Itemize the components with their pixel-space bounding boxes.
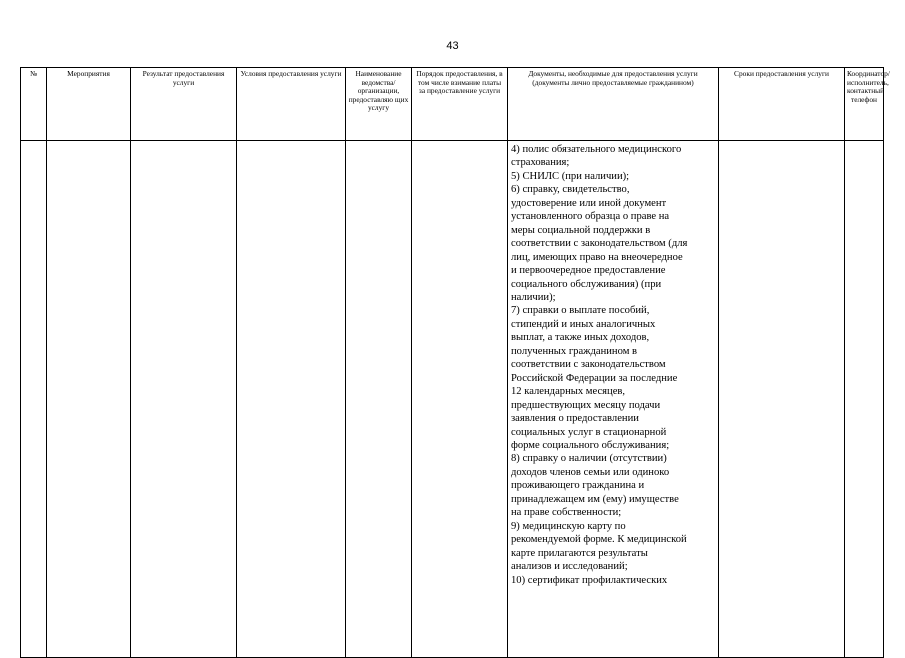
cell-deadlines	[719, 141, 845, 658]
cell-activities	[47, 141, 131, 658]
document-line: доходов членов семьи или одиноко	[511, 466, 670, 478]
document-line: 4) полис обязательного медицинского	[511, 144, 682, 155]
document-line: 10) сертификат профилактических	[511, 574, 668, 586]
document-line: 12 календарных месяцев,	[511, 386, 626, 398]
header-number: №	[21, 68, 47, 141]
document-line: Российской Федерации за последние	[511, 372, 678, 384]
document-line: заявления о предоставлении	[511, 413, 639, 425]
cell-documents	[508, 141, 719, 658]
documents-text	[508, 141, 718, 587]
header-deadlines: Сроки предоставления услуги	[719, 68, 845, 141]
header-coordinator: Координатор/ исполнитель, контактный телефон	[845, 68, 884, 141]
document-line: полученных гражданином в	[511, 345, 638, 357]
document-line: на праве собственности;	[511, 507, 622, 519]
document-line: социального обслуживания) (при	[511, 278, 662, 290]
header-activities: Мероприятия	[47, 68, 131, 141]
document-line: карте прилагаются результаты	[511, 547, 648, 559]
header-row	[21, 68, 884, 141]
cell-number	[21, 141, 47, 658]
document-line: проживающего гражданина и	[511, 480, 645, 492]
header-conditions: Условия предоставления услуги	[237, 68, 346, 141]
document-line: меры социальной поддержки в	[511, 224, 651, 236]
cell-coordinator	[845, 141, 884, 658]
cell-result	[131, 141, 237, 658]
document-line: удостоверение или иной документ	[511, 197, 667, 209]
document-line: рекомендуемой форме. К медицинской	[511, 534, 687, 546]
document-line: 7) справки о выплате пособий,	[511, 305, 650, 317]
document-line: принадлежащем им (ему) имуществе	[511, 493, 679, 505]
document-line: соответствии с законодательством (для	[511, 238, 688, 250]
header-agency: Наименование ведомства/ организации, предоставляю щих услугу	[346, 68, 412, 141]
document-line: соответствии с законодательством	[511, 359, 666, 371]
document-line: социальных услуг в стационарной	[511, 426, 667, 438]
header-result: Результат предоставления услуги	[131, 68, 237, 141]
header-documents: Документы, необходимые для предоставления услуги (документы лично предоставляемые гражданином)	[508, 68, 719, 141]
table-row	[21, 141, 884, 658]
document-line: предшествующих месяцу подачи	[511, 399, 661, 411]
document-line: и первоочередное предоставление	[511, 265, 666, 277]
cell-agency	[346, 141, 412, 658]
document-line: страхования;	[511, 157, 570, 169]
document-line: форме социального обслуживания;	[511, 439, 670, 451]
document-line: 8) справку о наличии (отсутствии)	[511, 453, 667, 465]
document-line: 6) справку, свидетельство,	[511, 184, 630, 196]
document-line: установленного образца о праве на	[511, 211, 670, 223]
cell-conditions	[237, 141, 346, 658]
document-line: выплат, а также иных доходов,	[511, 332, 650, 344]
cell-procedure	[412, 141, 508, 658]
document-line: лиц, имеющих право на внеочередное	[511, 251, 683, 263]
document-line: 5) СНИЛС (при наличии);	[511, 170, 630, 182]
header-procedure: Порядок предоставления, в том числе взимание платы за предоставление услуги	[412, 68, 508, 141]
document-line: 9) медицинскую карту по	[511, 520, 626, 532]
document-line: наличии);	[511, 291, 556, 303]
document-line: анализов и исследований;	[511, 561, 628, 573]
page-number: 43	[446, 40, 459, 52]
services-table	[20, 67, 890, 658]
document-line: стипендий и иных аналогичных	[511, 318, 656, 330]
